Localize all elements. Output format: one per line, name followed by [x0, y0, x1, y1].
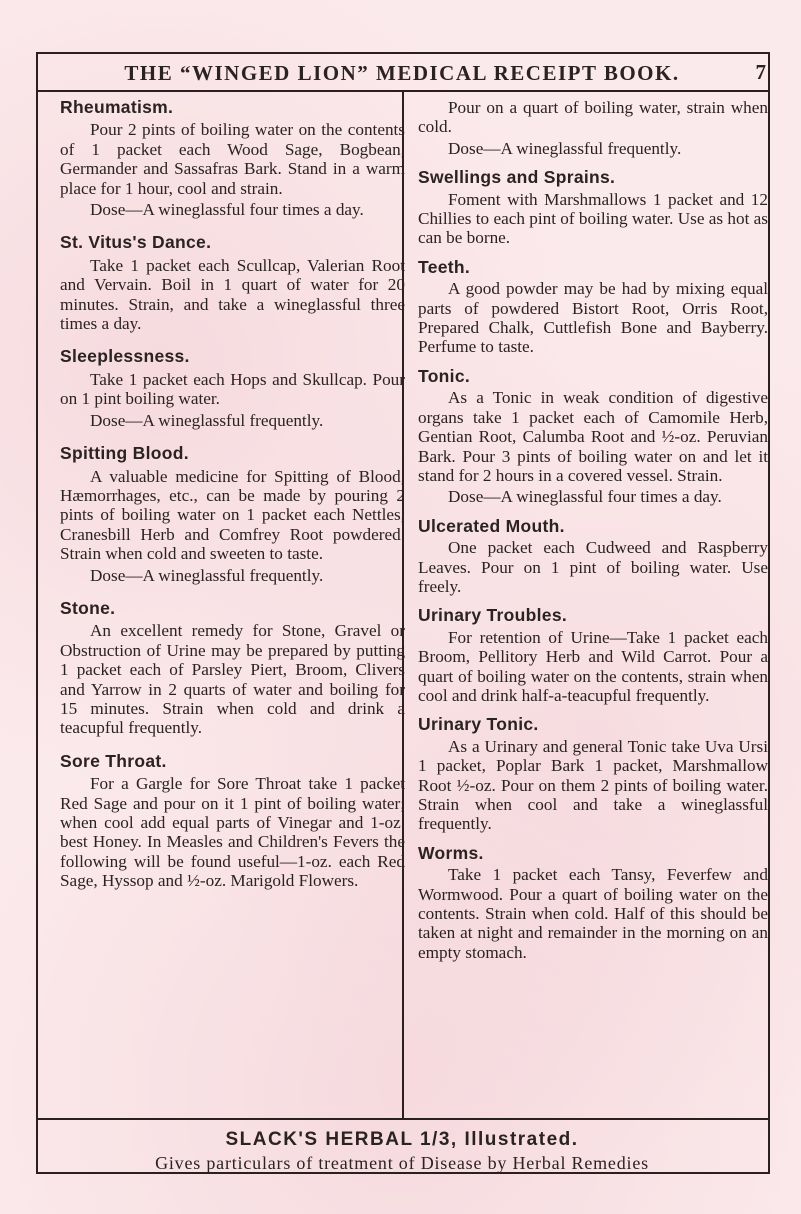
page-number: 7 — [755, 60, 766, 84]
remedy-section — [418, 715, 768, 833]
remedy-body: Pour 2 pints of boiling water on the contents of 1 packet each Wood Sage, Bogbean, Germander and Sassafras Bark. Stand in a warm place for 1 hour, cool and strain. — [60, 120, 405, 198]
remedy-heading: Urinary Troubles. — [418, 605, 568, 626]
remedy-heading: Stone. — [60, 597, 116, 618]
remedy-body: As a Urinary and general Tonic take Uva Ursi 1 packet, Poplar Bark 1 packet, Marshmallow Root ½-oz. Pour on them 2 pints of boiling water. Strain when cool and take a wineglassful frequently. — [418, 736, 768, 834]
advert-title: SLACK'S HERBAL 1/3, Illustrated. — [225, 1129, 579, 1150]
remedy-body: Take 1 packet each Hops and Skullcap. Pour on 1 pint boiling water. — [60, 369, 405, 409]
remedy-body: For retention of Urine—Take 1 packet each Broom, Pellitory Herb and Wild Carrot. Pour a quart of boiling water on the contents, strain when cool and drink half-a-teacupful frequently. — [418, 627, 768, 705]
remedy-section — [60, 98, 405, 219]
page-header — [36, 58, 768, 88]
remedy-dose: Dose—A wineglassful frequently. — [448, 138, 682, 158]
remedy-section — [60, 233, 405, 333]
top-border-rule — [36, 52, 770, 54]
remedy-body: An excellent remedy for Stone, Gravel or Obstruction of Urine may be prepared by putting 1 packet each of Parsley Piert, Broom, Clivers and Yarrow in 2 quarts of water and boiling for 15 minutes. Strain when cold and drink a teacupful frequently. — [60, 621, 405, 738]
remedy-section — [418, 606, 768, 705]
remedy-body: Take 1 packet each Scullcap, Valerian Root and Vervain. Boil in 1 quart of water for 20 minutes. Strain, and take a wineglassful three times a day. — [60, 255, 405, 334]
remedy-dose: Dose—A wineglassful four times a day. — [448, 487, 722, 507]
remedy-heading: Sleeplessness. — [60, 346, 190, 367]
right-column — [418, 98, 768, 972]
remedy-heading: Spitting Blood. — [60, 443, 189, 464]
remedy-section — [418, 168, 768, 248]
remedy-body: Take 1 packet each Tansy, Feverfew and Wormwood. Pour a quart of boiling water on the contents. Strain when cold. Half of this should be taken at night and remainder in the morning on an empty stomach. — [418, 865, 768, 962]
remedy-body: A good powder may be had by mixing equal parts of powdered Bistort Root, Orris Root, Prepared Chalk, Cuttlefish Bone and Bayberry. Perfume to taste. — [418, 279, 768, 357]
remedy-heading: Tonic. — [418, 365, 471, 386]
left-border-rule — [36, 52, 38, 1174]
book-title: THE “WINGED LION” MEDICAL RECEIPT BOOK. — [124, 60, 680, 85]
remedy-body: Foment with Marshmallows 1 packet and 12 Chillies to each pint of boiling water. Use as hot as can be borne. — [418, 189, 768, 248]
advert-subtitle: Gives particulars of treatment of Disease by Herbal Remedies — [155, 1153, 649, 1173]
remedy-body: As a Tonic in weak condition of digestive organs take 1 packet each of Camomile Herb, Gentian Root, Calumba Root and ½-oz. Peruvian Bark. Pour 3 pints of boiling water on and let it stand for 2 hours in a covered vessel. Strain. — [418, 388, 768, 485]
remedy-heading: Worms. — [418, 842, 484, 863]
remedy-heading: Teeth. — [418, 256, 471, 277]
remedy-body: For a Gargle for Sore Throat take 1 packet Red Sage and pour on it 1 pint of boiling water; when cool add equal parts of Vinegar and 1-oz. best Honey. In Measles and Children's Fevers the following will be found useful—1-oz. each Red Sage, Hyssop and ½-oz. Marigold Flowers. — [60, 774, 405, 891]
remedy-section — [418, 844, 768, 962]
remedy-dose: Dose—A wineglassful frequently. — [90, 410, 324, 430]
remedy-section — [418, 258, 768, 357]
remedy-body: Pour on a quart of boiling water, strain when cold. — [418, 98, 768, 137]
footer-top-rule — [36, 1118, 770, 1120]
remedy-heading: Sore Throat. — [60, 750, 167, 771]
remedy-dose: Dose—A wineglassful four times a day. — [90, 200, 364, 220]
remedy-section — [60, 444, 405, 585]
remedy-section — [418, 517, 768, 597]
left-column — [60, 98, 405, 905]
remedy-section — [60, 752, 405, 891]
remedy-section — [60, 347, 405, 430]
remedy-heading: Urinary Tonic. — [418, 714, 539, 735]
remedy-body: A valuable medicine for Spitting of Blood, Hæmorrhages, etc., can be made by pouring 2 pints of boiling water on 1 packet each Nettles, Cranesbill Herb and Comfrey Root powdered. Strain when cold and sweeten to taste. — [60, 466, 405, 564]
footer-advert — [36, 1128, 768, 1174]
remedy-continuation — [418, 98, 768, 158]
right-border-rule — [768, 52, 770, 1174]
remedy-body: One packet each Cudweed and Raspberry Leaves. Pour on 1 pint of boiling water. Use freely. — [418, 538, 768, 596]
remedy-heading: Swellings and Sprains. — [418, 167, 616, 188]
remedy-section — [60, 599, 405, 738]
remedy-section — [418, 367, 768, 507]
remedy-heading: Ulcerated Mouth. — [418, 515, 565, 536]
remedy-dose: Dose—A wineglassful frequently. — [90, 565, 324, 585]
remedy-heading: St. Vitus's Dance. — [60, 232, 212, 253]
remedy-heading: Rheumatism. — [60, 97, 174, 117]
